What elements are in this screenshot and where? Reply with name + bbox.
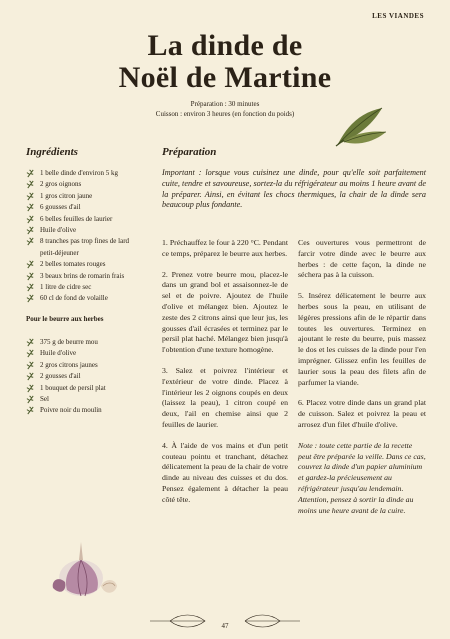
step-2: 2. Prenez votre beurre mou, placez-le dans un grand bol et assaisonnez-le de sel et de poivre. Ajoutez de l'huile d'olive et mélangez bien. Ajoutez le zeste des 2 citrons ainsi que leur jus, les gousses d'ail écrasées et terminez par le persil plat haché. Mélangez bien jusqu'à l'obtention d'une texture homogène.	[162, 269, 288, 355]
ingredient-item: Sel	[26, 394, 144, 405]
butter-heading: Pour le beurre aux herbes	[26, 314, 104, 323]
step-4-continued: Ces ouvertures vous permettront de farcir votre dinde avec le beurre aux herbes : de cette façon, la dinde ne séchera pas à la cuisson.	[298, 238, 426, 280]
ingredient-item: 6 belles feuilles de laurier	[26, 214, 144, 225]
preparation-time: Préparation : 30 minutes	[190, 100, 260, 108]
butter-ingredients-list	[26, 337, 144, 417]
preparation-heading: Préparation	[162, 146, 217, 158]
sprig-icon	[26, 384, 35, 393]
sprig-icon	[26, 395, 35, 404]
step-1: 1. Préchauffez le four à 220 °C. Pendant ce temps, préparez le beurre aux herbes.	[162, 238, 288, 258]
ingredient-item: Poivre noir du moulin	[26, 405, 144, 416]
sprig-icon	[26, 294, 35, 303]
sprig-icon	[26, 349, 35, 358]
sprig-icon	[26, 283, 35, 292]
ingredient-item: 1 litre de cidre sec	[26, 282, 144, 293]
recipe-note: Note : toute cette partie de la recette peut être préparée la veille. Dans ce cas, couvrez la dinde d'un papier aluminium et gardez-la précieusement au réfrigérateur jusqu'au lendemain. Attention, pensez à sortir la dinde au moins une heure avant de la cuire.	[298, 440, 426, 515]
ingredient-item: 1 gros citron jaune	[26, 191, 144, 202]
ingredients-list	[26, 168, 144, 305]
ingredient-item: 8 tranches pas trop fines de lard petit-déjeuner	[26, 236, 144, 259]
section-tag: LES VIANDES	[372, 12, 424, 20]
sprig-icon	[26, 180, 35, 189]
sprig-icon	[26, 260, 35, 269]
sprig-icon	[26, 192, 35, 201]
garlic-illustration	[45, 536, 123, 602]
ingredient-item: 2 gousses d'ail	[26, 371, 144, 382]
ingredient-item: 375 g de beurre mou	[26, 337, 144, 348]
sprig-icon	[26, 237, 35, 246]
ingredient-item: 2 belles tomates rouges	[26, 259, 144, 270]
step-3: 3. Salez et poivrez l'intérieur et l'extérieur de votre dinde. Placez à l'intérieur les 2 oignons coupés en deux (laissez la peau), 1 citron coupé en deux, l'ail en chemise ainsi que 2 feuilles de laurier.	[162, 365, 288, 429]
ingredient-item: 1 belle dinde d'environ 5 kg	[26, 168, 144, 179]
step-5: 5. Insérez délicatement le beurre aux herbes sous la peau, en utilisant de légères pressions afin de le répartir dans toutes les ouvertures. Terminez en ajoutant le reste du beurre, puis massez le dos et les cuisses de la dinde pour l'en imprégner. Glissez enfin les feuilles de laurier sous la peau des filets afin de parfumer la viande.	[298, 291, 426, 387]
ingredients-heading: Ingrédients	[26, 146, 78, 158]
sprig-icon	[26, 272, 35, 281]
sprig-icon	[26, 226, 35, 235]
ingredient-item: 60 cl de fond de volaille	[26, 293, 144, 304]
recipe-title	[0, 30, 450, 94]
bay-leaf-illustration	[330, 104, 390, 150]
ingredients-column	[26, 146, 144, 417]
step-6: 6. Placez votre dinde dans un grand plat de cuisson. Salez et poivrez la peau et arrosez d'un filet d'huile d'olive.	[298, 398, 426, 429]
preparation-intro: Important : lorsque vous cuisinez une dinde, pour qu'elle soit parfaitement cuite, tendre et savoureuse, sortez-la du réfrigérateur au moins 1 heure avant de la préparer. Ainsi, en évitant les chocs thermiques, la chair de la dinde sera beaucoup plus fondante.	[162, 168, 426, 210]
sprig-icon	[26, 215, 35, 224]
ingredient-item: 3 beaux brins de romarin frais	[26, 271, 144, 282]
step-4: 4. À l'aide de vos mains et d'un petit couteau pointu et tranchant, détachez délicatement la peau de la chair de votre dinde au niveau des cuisses et du dos. Pensez également à détacher la peau côté tête.	[162, 440, 288, 504]
sprig-icon	[26, 361, 35, 370]
sprig-icon	[26, 203, 35, 212]
sprig-icon	[26, 406, 35, 415]
ingredient-item: 1 bouquet de persil plat	[26, 383, 144, 394]
sprig-icon	[26, 338, 35, 347]
ingredient-item: 2 gros citrons jaunes	[26, 360, 144, 371]
page-number: 47	[221, 622, 229, 630]
sprig-icon	[26, 372, 35, 381]
ingredient-item: 6 gousses d'ail	[26, 202, 144, 213]
ingredient-item: Huile d'olive	[26, 348, 144, 359]
steps-column-right	[298, 238, 426, 516]
steps-column-left	[162, 238, 288, 516]
ingredient-item: 2 gros oignons	[26, 179, 144, 190]
sprig-icon	[26, 169, 35, 178]
title-line-1: La dinde de	[147, 29, 303, 62]
title-line-2: Noël de Martine	[118, 61, 332, 94]
cooking-time: Cuisson : environ 3 heures (en fonction du poids)	[155, 110, 295, 118]
ingredient-item: Huile d'olive	[26, 225, 144, 236]
